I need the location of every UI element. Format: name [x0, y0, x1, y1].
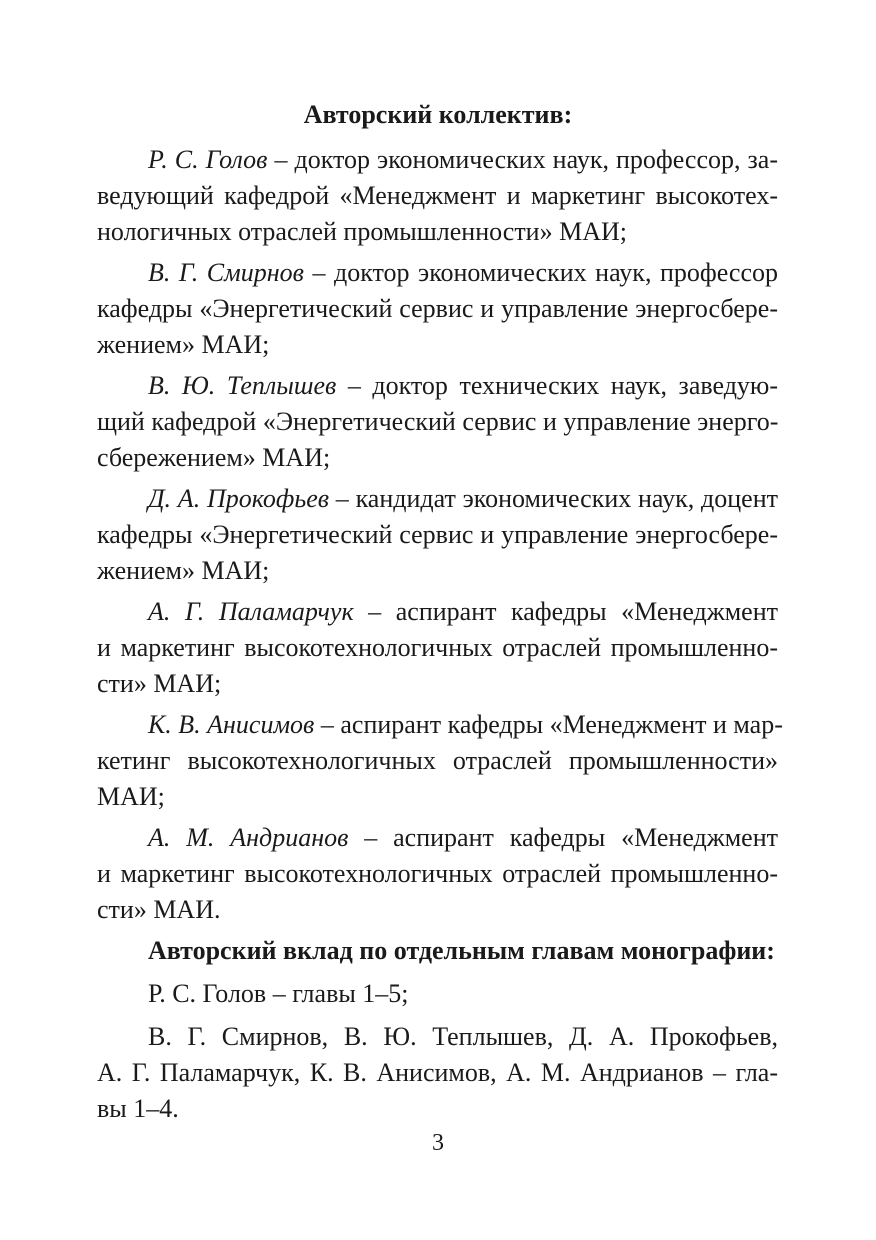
contribution-item: Р. С. Голов – главы 1–5;: [148, 979, 409, 1008]
author-name: В. Г. Смирнов: [148, 258, 304, 287]
author-entry-line: жением» МАИ;: [97, 556, 270, 585]
author-name: Д. А. Прокофьев: [148, 484, 330, 513]
author-name: А. М. Андрианов: [148, 823, 349, 852]
contribution-item: В. Г. Смирнов, В. Ю. Теплышев, Д. А. Прокофьев,: [148, 1022, 778, 1051]
author-entry-first-line: Д. А. Прокофьев – кандидат экономических наук, доцент: [148, 484, 778, 513]
author-entry-line: сти» МАИ.: [97, 895, 221, 924]
author-entry-line: ведующий кафедрой «Менеджмент и маркетинг высокотех-: [97, 181, 778, 210]
author-name: В. Ю. Теплышев: [148, 371, 337, 400]
author-entry-line: и маркетинг высокотехнологичных отраслей промышленно-: [97, 633, 778, 662]
author-entry-line: сти» МАИ;: [97, 669, 222, 698]
author-entry-line: кафедры «Энергетический сервис и управление энергосбере-: [97, 294, 778, 323]
page-title: Авторский коллектив:: [303, 100, 573, 129]
author-entry-line: и маркетинг высокотехнологичных отраслей промышленно-: [97, 859, 778, 888]
author-entry-line: жением» МАИ;: [97, 330, 270, 359]
author-name: К. В. Анисимов: [148, 710, 315, 739]
author-entry-line: нологичных отраслей промышленности» МАИ;: [97, 217, 627, 246]
author-name: Р. С. Голов: [148, 145, 268, 174]
author-entry-line: кетинг высокотехнологичных отраслей промышленности»: [97, 746, 778, 775]
author-entry-line: кафедры «Энергетический сервис и управление энергосбере-: [97, 520, 778, 549]
contribution-item-line: А. Г. Паламарчук, К. В. Анисимов, А. М. Андрианов – гла-: [97, 1058, 778, 1087]
page-number: 3: [432, 1130, 444, 1156]
author-entry-first-line: В. Г. Смирнов – доктор экономических наук, профессор: [148, 258, 778, 287]
author-entry-first-line: К. В. Анисимов – аспирант кафедры «Менеджмент и мар-: [148, 710, 783, 739]
author-entry-first-line: А. М. Андрианов – аспирант кафедры «Менеджмент: [148, 823, 778, 852]
author-entry-line: сбережением» МАИ;: [97, 443, 331, 472]
author-entry-first-line: А. Г. Паламарчук – аспирант кафедры «Менеджмент: [148, 597, 778, 626]
contribution-heading: Авторский вклад по отдельным главам монографии:: [148, 936, 775, 965]
author-entry-line: щий кафедрой «Энергетический сервис и управление энерго-: [97, 407, 779, 436]
author-entry-line: МАИ;: [97, 782, 165, 811]
contribution-item-line: вы 1–4.: [97, 1094, 179, 1123]
author-entry-first-line: Р. С. Голов – доктор экономических наук, профессор, за-: [148, 145, 779, 174]
author-entry-first-line: В. Ю. Теплышев – доктор технических наук, заведую-: [148, 371, 778, 400]
author-name: А. Г. Паламарчук: [148, 597, 354, 626]
